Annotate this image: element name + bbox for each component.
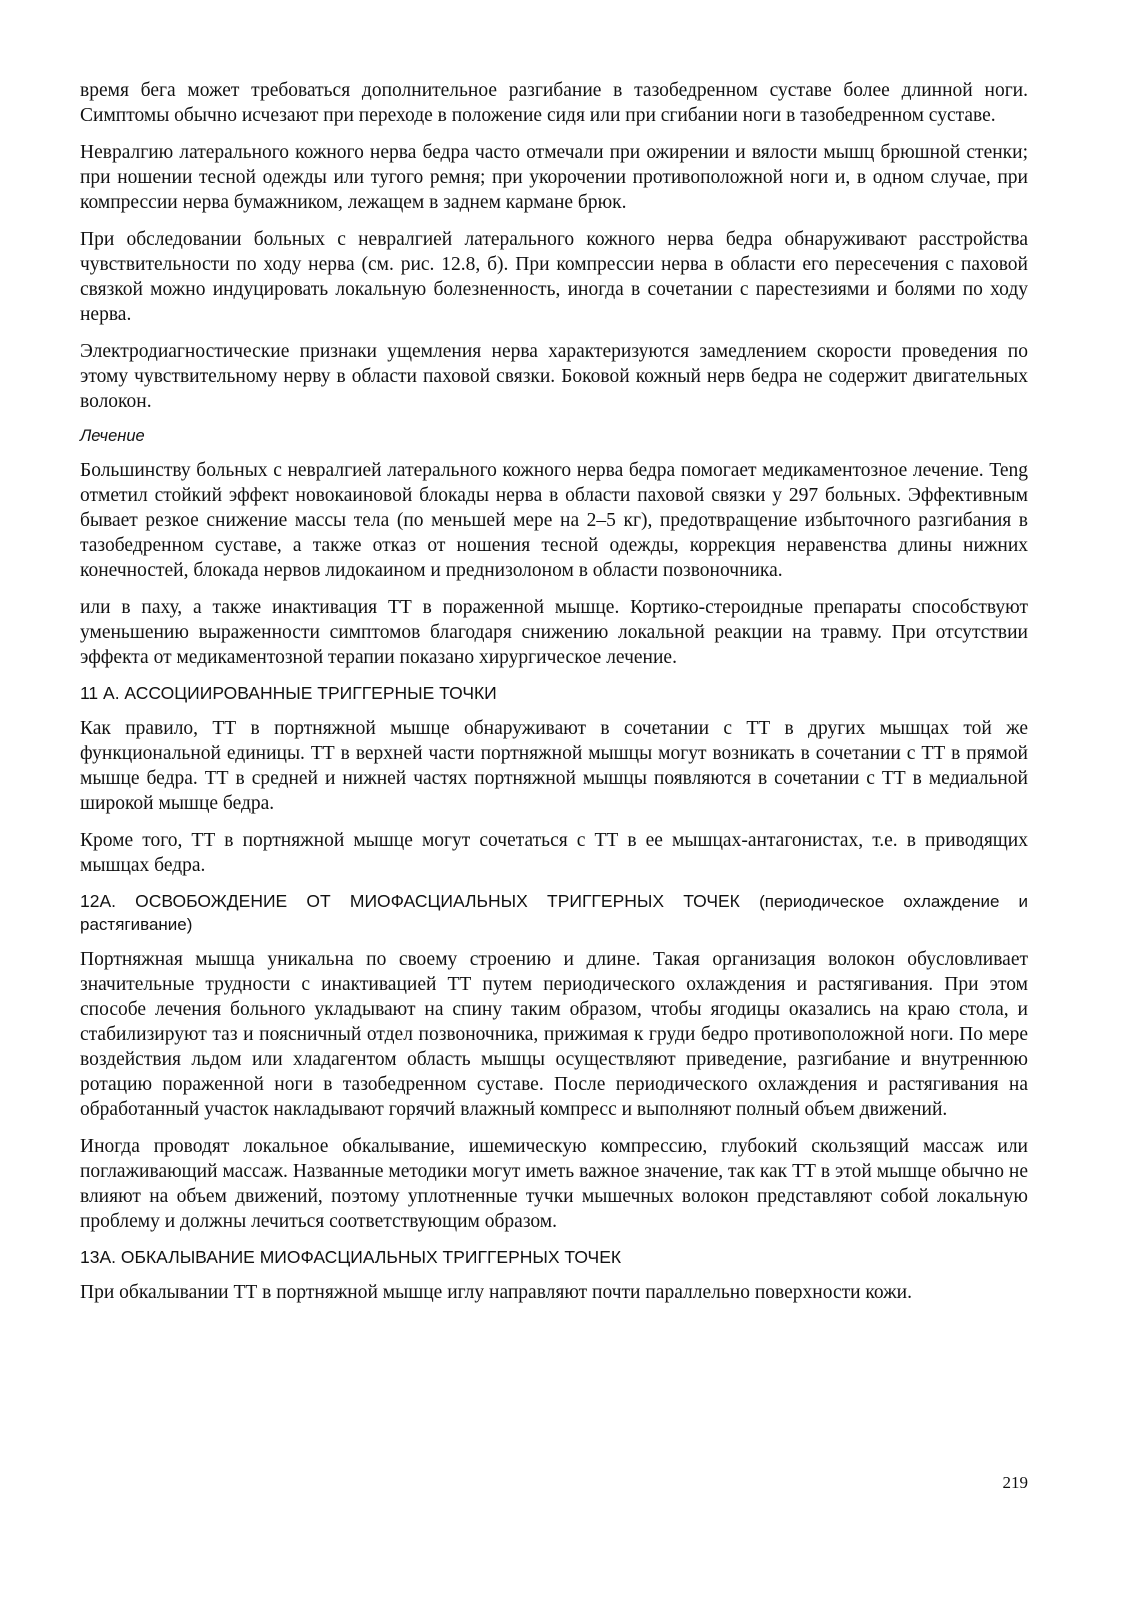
paragraph-antagonists: Кроме того, ТТ в портняжной мышце могут сочетаться с ТТ в ее мышцах-антагонистах, т.е. в приводящих мышцах бедра. [80, 830, 1028, 876]
page-number: 219 [1002, 1473, 1028, 1492]
paragraph-treatment-surgical: или в паху, а также инактивация ТТ в пораженной мышце. Кортико-стероидные препараты способствуют уменьшению выраженности симптомов благодаря снижению локальной реакции на травму. При отсутствии эффекта от медикаментозной терапии показано хирургическое лечение. [80, 597, 1028, 668]
subheading-treatment: Лечение [80, 427, 145, 445]
section-heading-13a: 13А. ОБКАЛЫВАНИЕ МИОФАСЦИАЛЬНЫХ ТРИГГЕРНЫХ ТОЧЕК [80, 1247, 622, 1267]
paragraph-treatment-medical: Большинству больных с невралгией латерального кожного нерва бедра помогает медикаментозное лечение. Teng отметил стойкий эффект новокаиновой блокады нерва в области паховой связки у 297 больных. Эффективным бывает резкое снижение массы тела (по меньшей мере на 2–5 кг), предотвращение избыточного разгибания в тазобедренном суставе, а также отказ от ношения тесной одежды, коррекция неравенства длины нижних конечностей, блокада нервов лидокаином и преднизолоном в области позвоночника. [80, 460, 1028, 581]
paragraph-neuralgia-causes: Невралгию латерального кожного нерва бедра часто отмечали при ожирении и вялости мышц брюшной стенки; при ношении тесной одежды или тугого ремня; при укорочении противоположной ноги и, в одном случае, при компрессии нерва бумажником, лежащем в заднем кармане брюк. [80, 142, 1028, 213]
section-heading-12a [80, 890, 1028, 936]
paragraph-alternative-methods: Иногда проводят локальное обкалывание, ишемическую компрессию, глубокий скользящий массаж или поглаживающий массаж. Названные методики могут иметь важное значение, так как ТТ в этой мышце обычно не влияют на объем движений, поэтому уплотненные тучки мышечных волокон представляют собой локальную проблему и должны лечиться соответствующим образом. [80, 1136, 1028, 1232]
paragraph-associated-points: Как правило, ТТ в портняжной мышце обнаруживают в сочетании с ТТ в других мышцах той же функциональной единицы. ТТ в верхней части портняжной мышцы могут возникать в сочетании с ТТ в прямой мышце бедра. ТТ в средней и нижней частях портняжной мышцы появляются в сочетании с ТТ в медиальной широкой мышце бедра. [80, 718, 1028, 814]
paragraph-examination: При обследовании больных с невралгией латерального кожного нерва бедра обнаруживают расстройства чувствительности по ходу нерва (см. рис. 12.8, б). При компрессии нерва в области его пересечения с паховой связкой можно индуцировать локальную болезненность, иногда в сочетании с парестезиями и болями по ходу нерва. [80, 229, 1028, 325]
paragraph-injection: При обкалывании ТТ в портняжной мышце иглу направляют почти параллельно поверхности кожи. [80, 1282, 912, 1303]
section-heading-12a-subtitle: (периодическое охлаждение и растягивание) [80, 892, 1028, 934]
section-heading-12a-main: 12А. ОСВОБОЖДЕНИЕ ОТ МИОФАСЦИАЛЬНЫХ ТРИГГЕРНЫХ ТОЧЕК [80, 891, 740, 911]
paragraph-electrodiagnostics: Электродиагностические признаки ущемления нерва характеризуются замедлением скорости проведения по этому чувствительному нерву в области паховой связки. Боковой кожный нерв бедра не содержит двигательных волокон. [80, 341, 1028, 412]
paragraph-running-symptoms: время бега может требоваться дополнительное разгибание в тазобедренном суставе более длинной ноги. Симптомы обычно исчезают при переходе в положение сидя или при сгибании ноги в тазобедренном суставе. [80, 80, 1028, 126]
paragraph-stretch-technique: Портняжная мышца уникальна по своему строению и длине. Такая организация волокон обусловливает значительные трудности с инактивацией ТТ путем периодического охлаждения и растягивания. При этом способе лечения больного укладывают на спину таким образом, чтобы ягодицы оказались на краю стола, и стабилизируют таз и поясничный отдел позвоночника, прижимая к груди бедро противоположной ноги. По мере воздействия льдом или хладагентом область мышцы осуществляют приведение, разгибание и внутреннюю ротацию пораженной ноги в тазобедренном суставе. После периодического охлаждения и растягивания на обработанный участок накладывают горячий влажный компресс и выполняют полный объем движений. [80, 949, 1028, 1120]
document-page [80, 78, 1028, 1317]
section-heading-11a: 11 А. АССОЦИИРОВАННЫЕ ТРИГГЕРНЫЕ ТОЧКИ [80, 683, 497, 703]
